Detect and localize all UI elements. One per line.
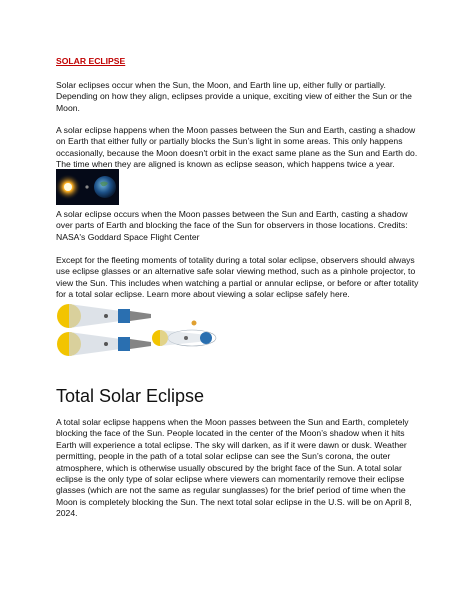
section-heading: Total Solar Eclipse: [56, 386, 205, 406]
paragraph-explanation: A solar eclipse happens when the Moon passes between the Sun and Earth, casting a shadow on Earth that either fully or partially blocks the Sun’s light in some areas. This only happens occasionally, because the Moon doesn't orbit in the exact same plane as the Sun and Earth do. The time when they are aligned is known as eclipse season, which happens twice a year.: [56, 125, 418, 170]
paragraph-intro: Solar eclipses occur when the Sun, the Moon, and Earth line up, either fully or partially. Depending on how they align, eclipses provide a unique, exciting view of either the Sun or the Moon.: [56, 80, 412, 113]
eclipse-photo: [56, 169, 119, 205]
eclipse-diagram-alignment: [150, 318, 218, 356]
photo-caption: A solar eclipse occurs when the Moon passes between the Sun and Earth, casting a shadow over parts of Earth and blocking the face of the Sun for observers in those locations. Credits: NASA's Goddard Space Flight Center: [56, 209, 408, 242]
page-title[interactable]: SOLAR ECLIPSE: [56, 56, 126, 66]
paragraph-safety: Except for the fleeting moments of totality during a total solar eclipse, observers should always use eclipse glasses or an alternative safe solar viewing method, such as a pinhole projector, to view the Sun. This includes when watching a partial or annular eclipse, or before or after totality for a total solar eclipse. Learn more about viewing a solar eclipse safely here.: [56, 255, 419, 300]
paragraph-total-eclipse: A total solar eclipse happens when the Moon passes between the Sun and Earth, completely blocking the face of the Sun. People located in the center of the Moon’s shadow when it hits Earth will experience a total eclipse. The sky will darken, as if it were dawn or dusk. Weather permitting, people in the path of a total solar eclipse can see the Sun’s corona, the outer atmosphere, which is otherwise usually obscured by the bright face of the Sun. A total solar eclipse is the only type of solar eclipse where viewers can momentarily remove their eclipse glasses (which are not the same as regular sunglasses) for the brief period of time when the Moon is completely blocking the Sun. The next total solar eclipse in the U.S. will be on April 8, 2024.: [56, 417, 412, 519]
eclipse-diagram-shadow: [56, 303, 156, 357]
